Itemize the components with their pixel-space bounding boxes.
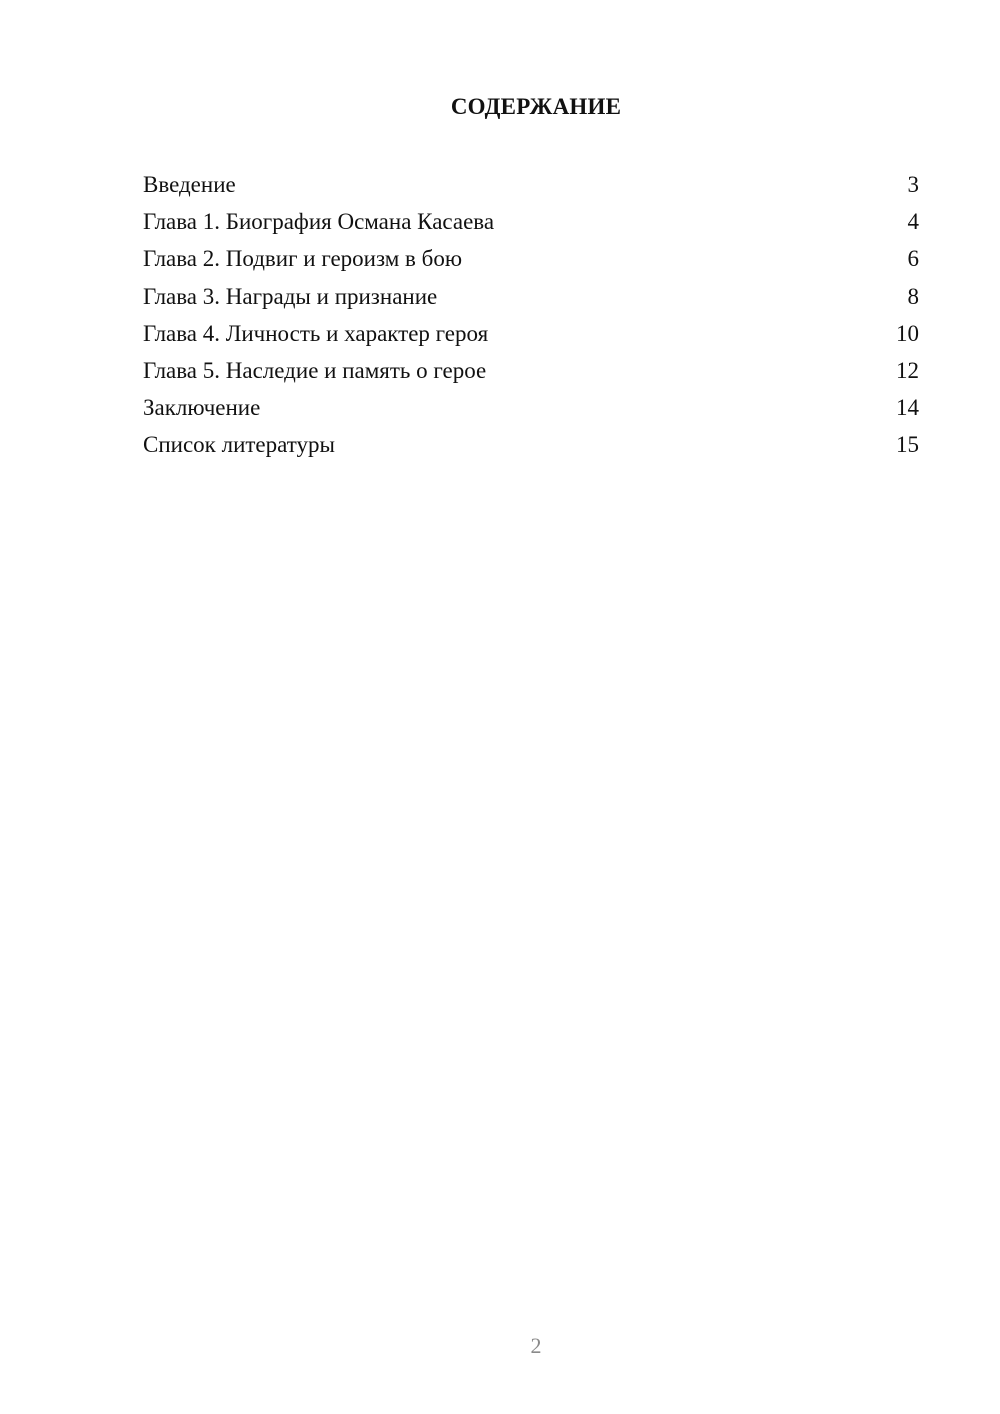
toc-entry-chapter-3 bbox=[143, 280, 919, 317]
toc-entry-page: 3 bbox=[907, 172, 919, 197]
toc-entry-chapter-1 bbox=[143, 205, 919, 242]
toc-entry-label: Заключение bbox=[143, 395, 261, 421]
toc-entry-label: Список литературы bbox=[143, 432, 335, 458]
toc-entry-page: 4 bbox=[907, 209, 919, 235]
toc-entry-conclusion bbox=[143, 391, 919, 428]
toc-entry-page: 8 bbox=[907, 283, 919, 309]
toc-entry-page: 15 bbox=[896, 432, 919, 458]
page-number: 2 bbox=[530, 1333, 542, 1358]
toc-entry-page: 12 bbox=[896, 357, 919, 383]
toc-entry-chapter-4 bbox=[143, 317, 919, 354]
table-of-contents bbox=[143, 168, 919, 466]
toc-entry-label: Глава 1. Биография Османа Касаева bbox=[143, 209, 495, 235]
toc-entry-chapter-2 bbox=[143, 242, 919, 279]
toc-entry-page: 14 bbox=[896, 395, 919, 421]
page-title: СОДЕРЖАНИЕ bbox=[450, 94, 622, 119]
toc-entry-label: Глава 4. Личность и характер героя bbox=[143, 320, 489, 346]
toc-entry-label: Глава 3. Награды и признание bbox=[143, 283, 438, 309]
toc-entry-introduction bbox=[143, 168, 919, 205]
toc-entry-references bbox=[143, 428, 919, 465]
toc-entry-label: Глава 2. Подвиг и героизм в бою bbox=[143, 246, 463, 272]
toc-entry-chapter-5 bbox=[143, 354, 919, 391]
toc-entry-page: 6 bbox=[907, 246, 919, 272]
toc-entry-page: 10 bbox=[896, 320, 919, 346]
toc-entry-label: Введение bbox=[143, 172, 236, 197]
toc-entry-label: Глава 5. Наследие и память о герое bbox=[143, 357, 487, 383]
